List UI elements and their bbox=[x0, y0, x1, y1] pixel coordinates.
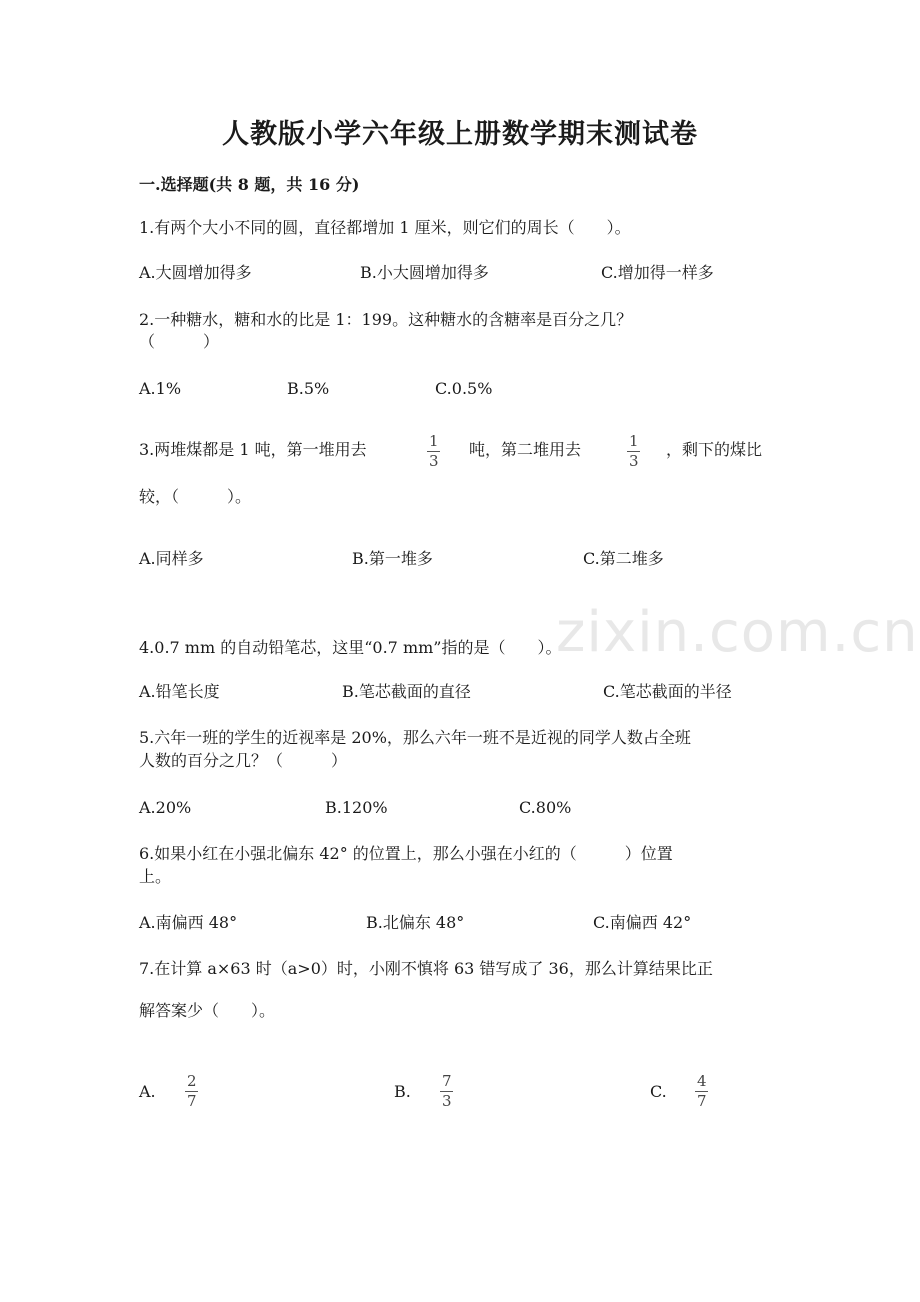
watermark: zixin.com.cn bbox=[556, 600, 919, 665]
question-5-stem: 5.六年一班的学生的近视率是 20%，那么六年一班不是近视的同学人数占全班 bbox=[139, 728, 691, 747]
question-3-option-a[interactable]: A.同样多 bbox=[139, 549, 204, 568]
question-2-option-b[interactable]: B.5% bbox=[287, 379, 330, 398]
fraction-numerator: 1 bbox=[629, 432, 639, 450]
fraction-denominator: 3 bbox=[629, 452, 639, 470]
page-title: 人教版小学六年级上册数学期末测试卷 bbox=[222, 119, 698, 150]
question-3-fraction-1 bbox=[427, 433, 441, 470]
question-3-stem-part-3: ，剩下的煤比 bbox=[666, 440, 763, 459]
fraction-denominator: 3 bbox=[429, 452, 439, 470]
question-3-stem: 3.两堆煤都是 1 吨，第一堆用去 bbox=[139, 440, 367, 459]
question-5-option-b[interactable]: B.120% bbox=[325, 798, 388, 817]
question-2-option-a[interactable]: A.1% bbox=[139, 379, 182, 398]
question-6-option-b[interactable]: B.北偏东 48° bbox=[366, 913, 465, 932]
question-2-stem: 2.一种糖水，糖和水的比是 1：199。这种糖水的含糖率是百分之几？ bbox=[139, 310, 633, 329]
question-5-option-a[interactable]: A.20% bbox=[139, 798, 192, 817]
question-3-stem-part-2: 吨，第二堆用去 bbox=[469, 440, 582, 459]
fraction-numerator: 4 bbox=[697, 1072, 707, 1090]
question-5-stem-line-2: 人数的百分之几？（ ） bbox=[139, 751, 348, 770]
question-1-stem: 1.有两个大小不同的圆，直径都增加 1 厘米，则它们的周长（ ）。 bbox=[139, 218, 631, 237]
question-4-stem: 4.0.7 mm 的自动铅笔芯，这里“0.7 mm”指的是（ ）。 bbox=[139, 638, 562, 657]
fraction-denominator: 3 bbox=[442, 1092, 452, 1110]
question-7-option-b[interactable]: B. bbox=[394, 1082, 411, 1101]
question-4-option-b[interactable]: B.笔芯截面的直径 bbox=[342, 682, 471, 701]
question-7-option-c-fraction bbox=[695, 1073, 709, 1110]
question-6-option-c[interactable]: C.南偏西 42° bbox=[593, 913, 692, 932]
question-6-stem: 6.如果小红在小强北偏东 42° 的位置上，那么小强在小红的（ ）位置 bbox=[139, 844, 673, 863]
fraction-numerator: 7 bbox=[442, 1072, 452, 1090]
question-4-option-a[interactable]: A.铅笔长度 bbox=[139, 682, 220, 701]
question-7-option-b-fraction bbox=[440, 1073, 454, 1110]
fraction-denominator: 7 bbox=[187, 1092, 197, 1110]
question-1-option-b[interactable]: B.小大圆增加得多 bbox=[360, 263, 489, 282]
fraction-numerator: 1 bbox=[429, 432, 439, 450]
question-7-option-a-fraction bbox=[185, 1073, 199, 1110]
question-3-fraction-2 bbox=[627, 433, 641, 470]
question-3-option-c[interactable]: C.第二堆多 bbox=[583, 549, 664, 568]
question-1-option-a[interactable]: A.大圆增加得多 bbox=[139, 263, 252, 282]
question-3-stem-line-2: 较，（ ）。 bbox=[139, 487, 252, 506]
question-5-option-c[interactable]: C.80% bbox=[519, 798, 572, 817]
question-6-stem-line-2: 上。 bbox=[139, 867, 172, 886]
section-heading: 一.选择题(共 8 题，共 16 分) bbox=[139, 175, 360, 194]
question-4-option-c[interactable]: C.笔芯截面的半径 bbox=[603, 682, 732, 701]
question-2-stem-line-2: （ ） bbox=[139, 332, 220, 351]
question-3-option-b[interactable]: B.第一堆多 bbox=[352, 549, 433, 568]
fraction-denominator: 7 bbox=[697, 1092, 707, 1110]
question-6-option-a[interactable]: A.南偏西 48° bbox=[139, 913, 238, 932]
question-7-option-c[interactable]: C. bbox=[650, 1082, 667, 1101]
question-7-stem-line-2: 解答案少（ ）。 bbox=[139, 1001, 276, 1020]
question-1-option-c[interactable]: C.增加得一样多 bbox=[601, 263, 714, 282]
fraction-numerator: 2 bbox=[187, 1072, 197, 1090]
question-7-stem: 7.在计算 a×63 时（a>0）时，小刚不慎将 63 错写成了 36，那么计算结果比正 bbox=[139, 959, 713, 978]
question-7-option-a[interactable]: A. bbox=[139, 1082, 156, 1101]
question-2-option-c[interactable]: C.0.5% bbox=[435, 379, 493, 398]
